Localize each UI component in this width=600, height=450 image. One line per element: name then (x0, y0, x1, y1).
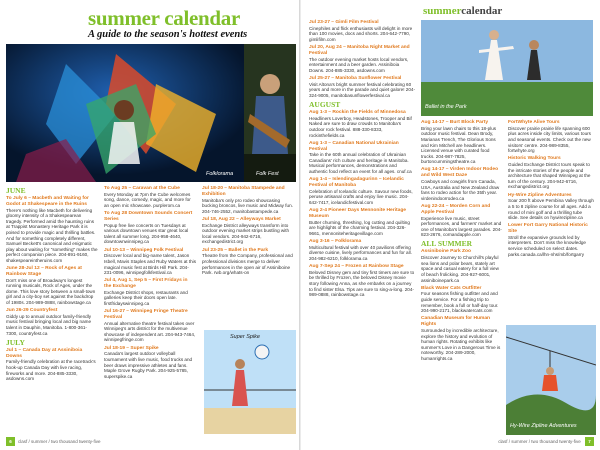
event-title: Jul 25-27 – Manitoba Sunflower Festival (309, 75, 402, 81)
event-title: Aug 1-3 – Rockin the Fields of Minnedosa (309, 110, 406, 116)
event-title: Aug 2-4 Pioneer Days Mennonite Heritage Museum (309, 208, 407, 219)
event-body: The outdoor evening market hosts local vendors, entertainment and a beer garden. Assiniboia Downs. 204-885-3330, asdowns.com (309, 56, 409, 73)
event-title: Aug 22-24 – Morden Corn and Apple Festival (421, 203, 491, 215)
folk-fest-photo (244, 44, 296, 182)
event-body: Experience live music, street performances, and farmers' market and one of Manitoba's largest parades. 204-823-2676, cornandapple.com (421, 215, 502, 238)
ballet-illustration (421, 20, 593, 116)
page-subtitle: A guide to the season's hottest events (88, 29, 248, 40)
event-title: Jun 26-29 Countryfest (6, 308, 58, 314)
event-body: Take in the 60th annual celebration of Ukrainian Canadians' rich culture and heritage in Manitoba. Musical performances, demonstrations and authentic food reflect an event for all ages. cnuf.ca (309, 152, 412, 175)
right-page (301, 0, 600, 450)
event-title: Hy-Wire Zipline Adventures (508, 192, 572, 198)
event-title: FortWhyte Alive Tours (508, 120, 560, 125)
event-body: Visit Altona's bright summer festival celebrating 60 years and more in the parade and quiet galore! 204-324-9005, manitobasunflowerfestival.ca (309, 81, 415, 98)
event-body: Cowboys and cowgirls from Canada, USA, Australia and New Zealand draw fans to rodeo action for the 35th year. virdenindoorrodeo.ca (421, 179, 500, 201)
event-body: Four seasons fishing outfitter and and guide service. For a fishing trip to remember, book a full or half-day tour. 204-990-2171, blackwatercats.com (421, 291, 499, 314)
event-body: Theatre from the Company, professional and professional divisions merge to deliver performances in the open air of Assiniboine Park. rwb.org/whats-on (202, 253, 293, 276)
event-body: Guided Exchange District tours speak to the intricate stories of the people and architecture that shaped Winnipeg at the turn of the century. 204-942-6716, exchangedistrict.org (508, 162, 591, 190)
zipline-caption: Hy-Wire Zipline Adventures (510, 423, 577, 429)
event-title: Jul 1 – Canada Day at Assiniboia Downs (6, 347, 83, 359)
left-page (0, 0, 299, 450)
event-body: Discover local and big-name talent, Jason Isbell, Mavis Staples and Ruby Waters at this magical music fest at Birds Hill Park. 204-231-0096, winnipegfolkfestival.ca (104, 253, 196, 276)
dancer-illustration (6, 44, 244, 182)
event-body: Every Monday at 7pm the Cube welcomes song, dance, comedy, magic, and more for an open mic showcase. purplerom.ca (104, 191, 191, 208)
event-title: Aug 7-Sep 24 – Frozen at Rainbow Stage (309, 264, 404, 269)
event-body: Exchange District alleyways transform into outdoor evening market strips bustling with local vendors. 204-942-6716, exchangedistrict.org (202, 222, 290, 245)
event-title: Jul 23-25 – Ballet in the Park (202, 247, 269, 253)
folk-fest-caption: Folk Fest (256, 171, 279, 177)
folio-text: clasf / summer / two thousand twenty-five (18, 439, 101, 444)
event-body: Giddy up to annual outdoor family-friendly music festival bringing local and big name talent in Dauphin, Manitoba. 1-800-361-7300, countryfest.ca (6, 313, 92, 336)
event-title: To Aug 25 – Caravan at the Cube (104, 186, 180, 191)
event-title: To July 6 – Macbeth and Waiting for Godot at Shakespeare in the Ruins (6, 196, 89, 207)
running-title-summer: summer (423, 5, 462, 17)
event-body: Exchange District shops, restaurants and galleries keep their doors open late. firstfridayswinnipeg.ca (104, 289, 188, 306)
event-title: Aug 14-17 – Virden Indoor Rodeo and Wild West Daze (421, 167, 499, 179)
running-title (423, 5, 502, 17)
event-body: Multicultural festival with over 40 pavilions offering diverse cuisine, lively performances and fun for all. 204-982-6210, folklorama.ca (309, 244, 412, 261)
super-spike-photo (204, 330, 296, 434)
event-title: To Aug 28 Downtown Sounds Concert Series (104, 211, 193, 222)
event-body: Soar 200 ft above Pembina Valley through a 5 to 8 zipline course for all ages. Add a round of mini golf and a thrilling tube slide. See details on hywirezipline.ca (508, 198, 594, 221)
event-title: Historic Walking Tours (508, 156, 561, 162)
right-folio (498, 437, 594, 446)
left-folio (6, 437, 101, 446)
event-title: Jul 18-20 – Manitoba Stampede and Exhibition (202, 186, 285, 197)
event-body: Headliners Loverboy, Headstones, Trooper and Bif Naked are sure to draw crowds to Manitoba's outdoor rock festival. 888-330-8333, rockinthefields.ca (309, 115, 412, 138)
event-title: Jul 16-27 – Winnipeg Fringe Theatre Festival (104, 309, 188, 320)
running-title-calendar: calendar (461, 5, 503, 17)
event-title: June 28-Jul 12 – Rock of Ages at Rainbow Stage (6, 266, 82, 277)
event-body: Annual alternative theatre festival takes over Winnipeg's arts district for the multivenue showcase of independent art. 204-943-7464, winnipegfringe.com (104, 320, 196, 343)
right-column-1 (309, 20, 415, 300)
ballet-caption: Ballet in the Park (425, 104, 467, 110)
month-heading: JULY (6, 337, 25, 347)
event-body: Discover prairie prairie life spanning 600 plus acres inside city limits, various tours and seasonal events. Check out the new visitors' centre. 204-989-8355, fortwhyte.org (508, 125, 591, 154)
event-body: Celebration of Icelandic culture. Savour new foods, peruse artisanal crafts and enjoy live music. 204-642-7417, icelandicfestival.com (309, 188, 413, 205)
left-column-3 (202, 186, 294, 278)
event-body: Family-friendly celebration at the racetrack's hook-up Canada Day with live racing, fireworks and more. 204-885-3330, asdowns.com (6, 359, 96, 382)
event-body: Cinephiles and flick enthusiasts will delight in more than 100 movies, docs and shorts. 204-642-7790, gimlifilm.com (309, 25, 413, 42)
left-column-2 (104, 186, 196, 382)
event-title: Jul 10-13 – Winnipeg Folk Festival (104, 247, 184, 253)
folio-text: clasf / summer / two thousand twenty-five (498, 439, 581, 444)
event-title: Jul 18, Aug 22 – Alleyways Market (202, 216, 281, 222)
event-body: Don't miss one of Broadway's longest running musicals, Rock of Ages, under the dome. This love story between a small-town girl and a city-boy set against the backdrop of 1980s. 204-989-0888, rainbowstage.ca (6, 277, 96, 305)
event-title: Aug 3-16 – Folklorama (309, 238, 362, 244)
event-title: Aug 1-4 – Islendingadagurinn – Icelandic Festival of Manitoba (309, 177, 404, 188)
page-number: 7 (585, 437, 594, 446)
month-heading: AUGUST (309, 100, 341, 110)
event-title: Lower Fort Garry National Historic Site (508, 223, 588, 234)
left-column-1 (6, 186, 98, 384)
event-body: Discover Journey to Churchill's playful sea lions and polar bears, stately art space and casual eatery for a full view of beach frolicking. 204-927-6001, assiniboinepark.ca (421, 255, 499, 283)
event-title: Jul 4, Aug 1, Sep 5 – First Fridays in the Exchange (104, 278, 188, 290)
event-title: Assiniboine Park Zoo (421, 249, 472, 255)
event-body: Butter churning, threshing, log cutting and quilting are highlights of the charming festival. 204-326-9661, mennoniteheritagevillage.com (309, 219, 410, 236)
event-body: Bring your lawn chairs to this 18-plus outdoor music festival. Dean Brody, Marianas Trench, The Glorious Sons and Kim Mitchell are headliners. Licensed venue with curated food trucks. 204-987-7825, burtoncummingstheatre.ca (421, 125, 497, 165)
folklorama-caption: Folklorama (206, 171, 234, 177)
event-title: Jul 23-27 – Gimli Film Festival (309, 20, 379, 25)
page-number: 6 (6, 437, 15, 446)
event-title: Canadian Museum for Human Rights (421, 316, 491, 328)
event-title: Jul 20, Aug 24 – Manitoba Night Market and Festival (309, 45, 410, 56)
right-column-2 (421, 120, 503, 364)
event-title: Aug 1-3 – Canadian National Ukrainian Festival (309, 140, 399, 152)
zipline-illustration (506, 325, 596, 435)
event-body: Manitoba's only pro rodeo showcasing bucking broncos, live music and Midway fun. 204-746-2552, manitobastampede.ca (202, 197, 293, 214)
folklorama-photo (6, 44, 244, 182)
event-body: Canada's largest outdoor volleyball tournament with live music, food trucks and beer draws impressive athletes and fans. Maple Grove Rugby Park. 204-925-5785, superspike.ca (104, 351, 193, 379)
event-title: Aug 14-17 – Burt Block Party (421, 120, 489, 125)
event-body: There's nothing like Macbeth for delivering gloomy intensity of a Shakespearean tragedy. Performed amid the haunting ruins at Trappist Monastery Heritage Park it is poised to provide magic and thrilling battles. And for something completely different, Samuel Beckett's canonical and enigmatic play about waiting for "something" makes the perfect companion piece. 204-891-9160, shakespeareintheruins.com (6, 207, 98, 263)
event-body: Popup free live concerts on Tuesdays at various downtown venues star great local talent all summer long. 204-958-4640, downtownwinnipeg.ca (104, 222, 189, 245)
volleyball-illustration (204, 330, 296, 434)
event-body: Surrounded by incredible architecture, explore the history and evolution of human rights. Rotating exhibits like summer's Love in a Dangerous Time is noteworthy. 204-289-2000, humanrights.ca (421, 327, 501, 361)
event-body: Beloved Disney gem and tiny first timers are sure to be thrilled by Frozen, the beloved Disney movie story following Anna, as she embarks on a journey to find sister Elsa. Tips are sure to sing-a-long. 204-989-0888, rainbowstage.ca (309, 269, 415, 298)
event-title: Jul 18-19 – Super Spike (104, 345, 159, 351)
all-summer-heading: ALL SUMMER (421, 239, 473, 249)
ballet-photo (421, 20, 593, 116)
event-body: Stroll the expansive grounds led by interpreters. Don't miss the knowledge service scheduled on select dates. parks.canada.ca/lhn-nhs/mb/fortgarry (508, 234, 586, 257)
event-title: Black Water Cats Outfitter (421, 285, 482, 291)
right-column-3 (508, 120, 594, 260)
zipline-photo (506, 325, 596, 435)
page-title: summer calendar (88, 6, 241, 30)
month-heading: JUNE (6, 186, 26, 195)
guitarist-illustration (244, 44, 296, 182)
super-spike-caption: Super Spike (230, 334, 260, 340)
